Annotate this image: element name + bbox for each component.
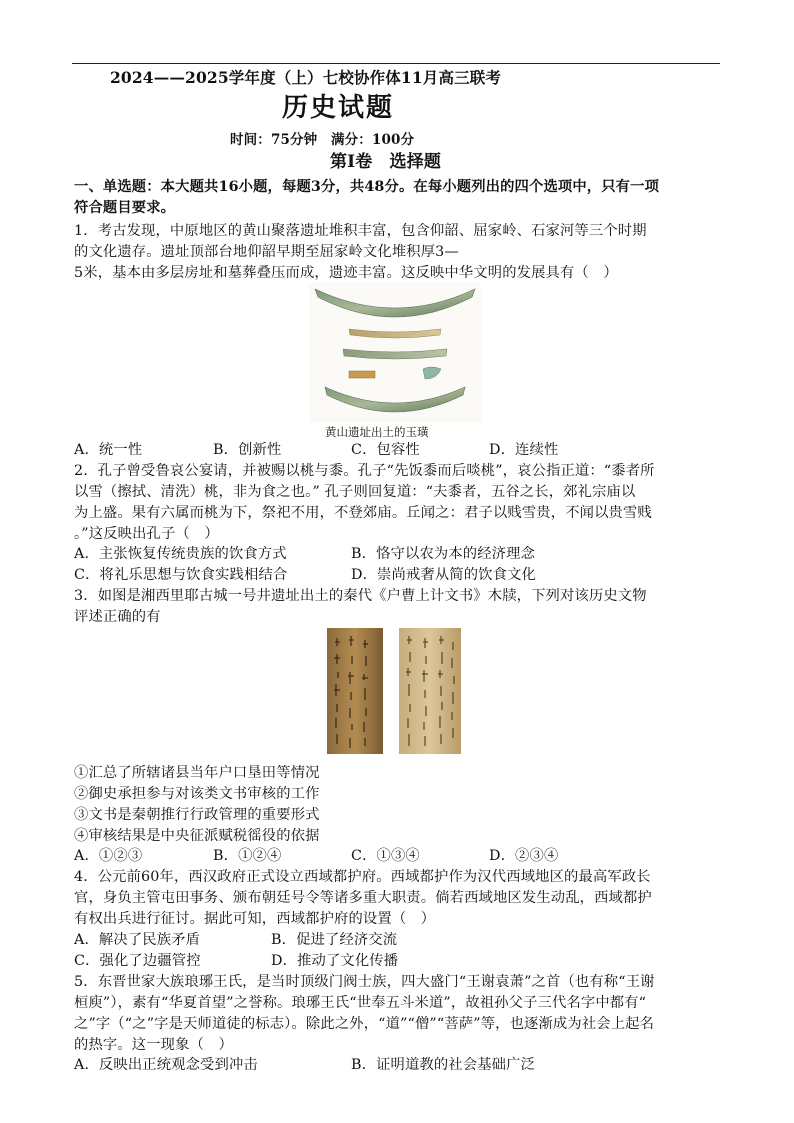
q5-line: 5．东晋世家大族琅琊王氏，是当时顶级门阀士族，四大盛门“王谢袁萧”之首（也有称“王谢 (74, 974, 655, 990)
q2-line: 。”这反映出孔子（ ） (74, 526, 219, 542)
jade-huang-figure (309, 283, 481, 423)
q3-option-c[interactable]: C．①③④ (351, 848, 420, 864)
q3-option-a[interactable]: A．①②③ (74, 848, 143, 864)
q2-option-c[interactable]: C．将礼乐思想与饮食实践相结合 (74, 567, 288, 583)
q1-line: 的文化遗存。遗址顶部台地仰韶早期至屈家岭文化堆积厚3— (74, 244, 459, 260)
jade-huang-image (309, 283, 481, 423)
section-instruction-line1: 一、单选题：本大题共16小题，每题3分，共48分。在每小题列出的四个选项中，只有一项 (74, 179, 660, 195)
time-info: 时间：75分钟 满分：100分 (230, 132, 415, 148)
q1-line: 5米，基本由多层房址和墓葬叠压而成，遗迹丰富。这反映中华文明的发展具有（ ） (74, 265, 618, 281)
q5-option-a[interactable]: A．反映出正统观念受到冲击 (74, 1057, 258, 1073)
q4-option-b[interactable]: B．促进了经济交流 (271, 932, 398, 948)
jade-huang-caption: 黄山遗址出土的玉璜 (325, 425, 429, 439)
q4-line: 官，身负主管屯田事务、颁布朝廷号令等诸多重大职责。倘若西域地区发生动乱，西域都护 (74, 890, 652, 906)
q5-line: 桓庾”），素有“华夏首望”之誉称。琅琊王氏“世奉五斗米道”，故祖孙父子三代名字中都有“ (74, 995, 647, 1011)
q2-line: 以雪（擦拭、清洗）桃，非为食之也。” 孔子则回复道：“夫黍者，五谷之长，郊礼宗庙以 (74, 484, 636, 500)
q1-option-b[interactable]: B．创新性 (213, 442, 282, 458)
volume-title: 第Ⅰ卷 选择题 (330, 152, 442, 172)
q1-option-a[interactable]: A．统一性 (74, 442, 143, 458)
q2-line: 为上盛。果有六属而桃为下，祭祀不用，不登郊庙。丘闻之：君子以贱雪贵，不闻以贵雪贱 (74, 505, 652, 521)
q5-line: 的热字。这一现象（ ） (74, 1037, 233, 1053)
exam-heading: 2024——2025学年度（上）七校协作体11月高三联考 (110, 68, 502, 87)
q4-option-d[interactable]: D．推动了文化传播 (271, 953, 399, 969)
q5-option-b[interactable]: B．证明道教的社会基础广泛 (351, 1057, 536, 1073)
q2-option-d[interactable]: D．崇尚戒奢从简的饮食文化 (351, 567, 536, 583)
q4-line: 4．公元前60年，西汉政府正式设立西域都护府。西域都护作为汉代西域地区的最高军政长 (74, 869, 651, 885)
header-rule (72, 63, 720, 64)
section-instruction-line2: 符合题目要求。 (74, 200, 176, 216)
q3-statement: ①汇总了所辖诸县当年户口垦田等情况 (74, 765, 320, 781)
q4-option-a[interactable]: A．解决了民族矛盾 (74, 932, 201, 948)
q2-option-b[interactable]: B．恪守以农为本的经济理念 (351, 546, 536, 562)
q3-statement: ③文书是秦朝推行行政管理的重要形式 (74, 807, 320, 823)
wooden-slip-figure (325, 626, 463, 756)
q3-statement: ②御史承担参与对该类文书审核的工作 (74, 786, 320, 802)
q3-line: 评述正确的有 (74, 609, 161, 625)
q3-statement: ④审核结果是中央征派赋税徭役的依据 (74, 828, 320, 844)
wooden-slip-image (325, 626, 463, 756)
q1-line: 1．考古发现，中原地区的黄山聚落遗址堆积丰富，包含仰韶、屈家岭、石家河等三个时期 (74, 223, 647, 239)
q3-line: 3．如图是湘西里耶古城一号井遗址出土的秦代《户曹上计文书》木牍，下列对该历史文物 (74, 588, 647, 604)
q2-option-a[interactable]: A．主张恢复传统贵族的饮食方式 (74, 546, 287, 562)
q4-option-c[interactable]: C．强化了边疆管控 (74, 953, 201, 969)
subject-title: 历史试题 (282, 93, 395, 123)
q5-line: 之”字（“之”字是天师道徒的标志）。除此之外，“道”“僧”“菩萨”等，也逐渐成为社会上起名 (74, 1016, 655, 1032)
q3-option-b[interactable]: B．①②④ (213, 848, 282, 864)
q2-line: 2．孔子曾受鲁哀公宴请，并被赐以桃与黍。孔子“先饭黍而后啖桃”，哀公指正道：“黍者所 (74, 463, 655, 479)
q1-option-c[interactable]: C．包容性 (351, 442, 420, 458)
q1-option-d[interactable]: D．连续性 (489, 442, 559, 458)
q3-option-d[interactable]: D．②③④ (489, 848, 559, 864)
q4-line: 有权出兵进行征讨。据此可知，西域都护府的设置（ ） (74, 911, 436, 927)
